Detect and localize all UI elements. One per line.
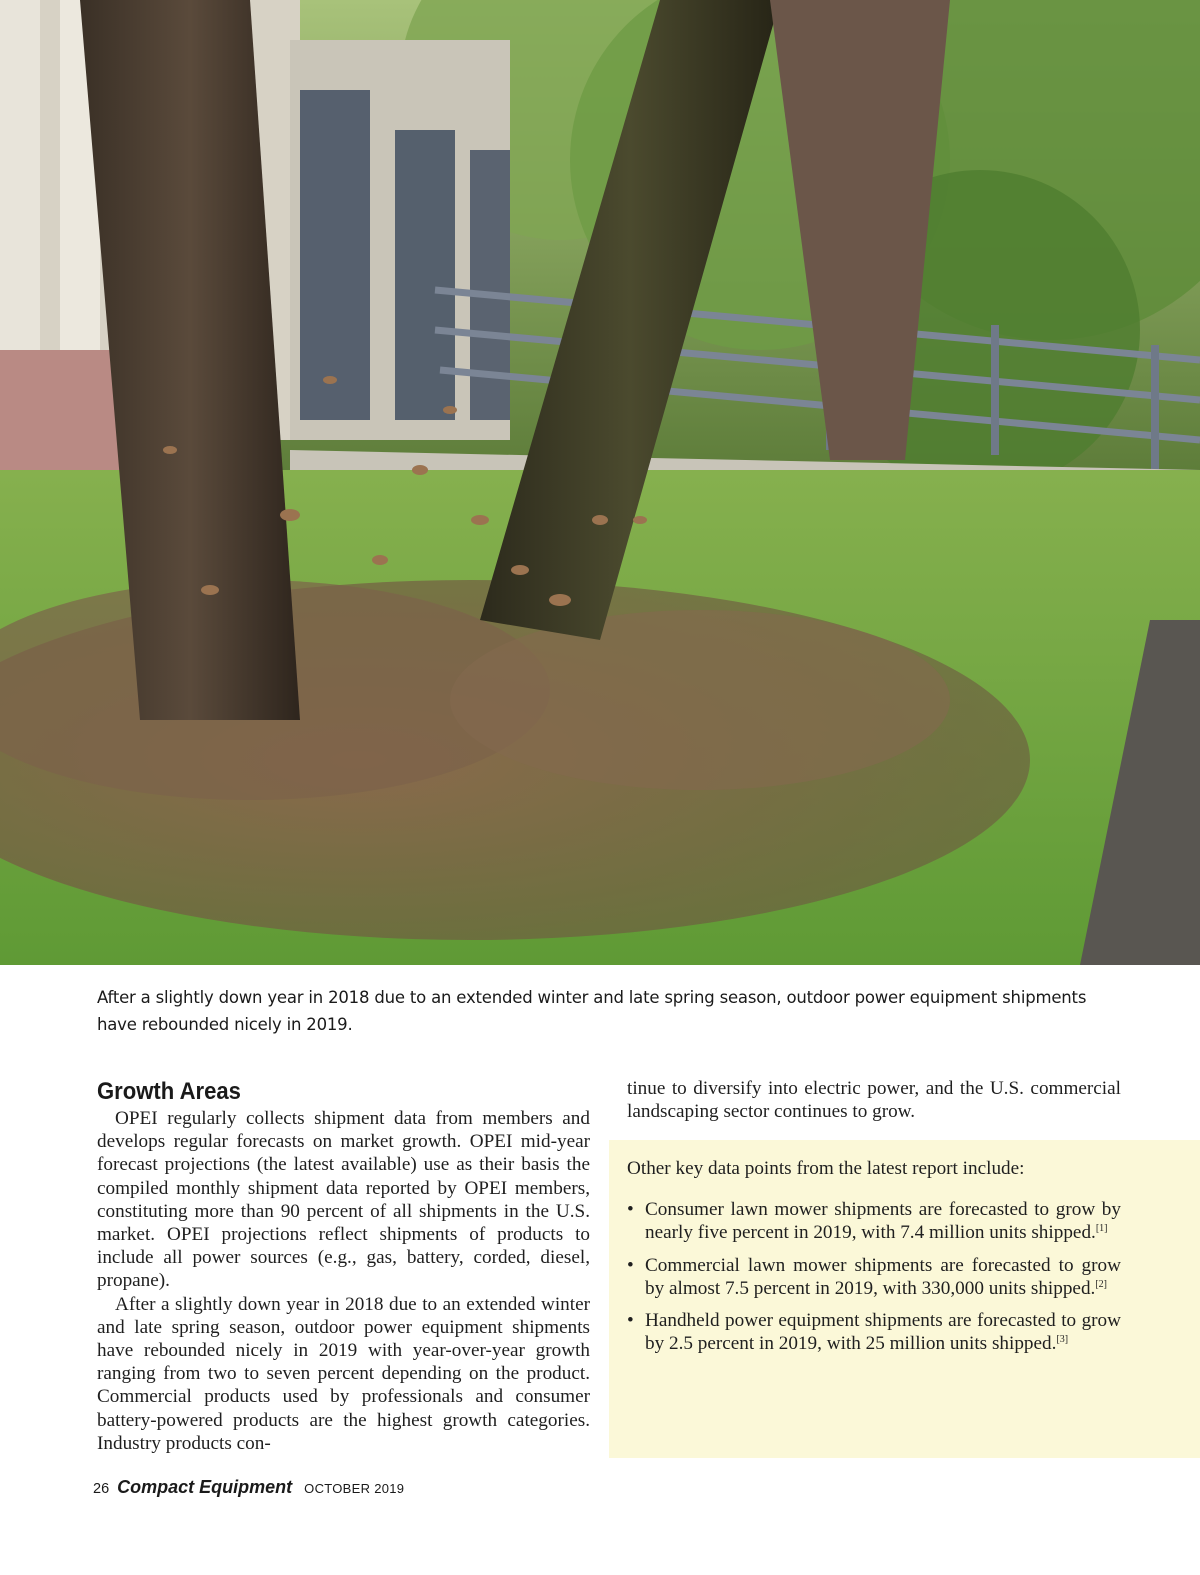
list-item-text: Consumer lawn mower shipments are forecasted to grow by nearly five percent in 2019, with 7.4 million units shipped.	[645, 1199, 1121, 1244]
list-item-text: Commercial lawn mower shipments are forecasted to grow by almost 7.5 percent in 2019, with 330,000 units shipped.	[645, 1254, 1121, 1299]
footnote-reference[interactable]: [1]	[1095, 1223, 1108, 1235]
page-footer	[93, 1477, 404, 1501]
photo-caption: After a slightly down year in 2018 due to an extended winter and late spring season, outdoor power equipment shipments have rebounded nicely in 2019.	[97, 988, 1087, 1034]
bullet-icon: •	[627, 1254, 634, 1276]
issue-date: OCTOBER 2019	[304, 1481, 405, 1496]
page-number: 26	[93, 1481, 110, 1497]
section-heading: Growth Areas	[97, 1078, 241, 1105]
list-item	[627, 1198, 1121, 1244]
bullet-icon: •	[627, 1310, 634, 1332]
article-left-column	[97, 1077, 590, 1455]
list-item	[627, 1309, 1121, 1355]
sidebar-intro: Other key data points from the latest report include:	[627, 1158, 1025, 1179]
key-data-list	[627, 1198, 1121, 1355]
article-paragraph-1: OPEI regularly collects shipment data from members and develops regular forecasts on market growth. OPEI mid-year forecast projections (the latest available) use as their basis the compiled monthly shipment data reported by OPEI members, constituting more than 90 percent of all shipments in the U.S. market. OPEI projections reflect shipments of products to include all power sources (e.g., gas, battery, corded, diesel, propane).	[97, 1108, 590, 1292]
key-data-sidebar	[609, 1140, 1200, 1458]
article-paragraph-2-continued: tinue to diversify into electric power, and the U.S. commercial landscaping sector continues to grow.	[627, 1078, 1121, 1123]
article-paragraph-2: After a slightly down year in 2018 due to an extended winter and late spring season, outdoor power equipment shipments have rebounded nicely in 2019 with year-over-year growth ranging from two to seven percent depending on the product. Commercial products used by professionals and consumer battery-powered products are the highest growth categories. Industry products con-	[97, 1293, 590, 1454]
list-item	[627, 1254, 1121, 1300]
footnote-reference[interactable]: [3]	[1056, 1334, 1069, 1346]
magazine-title: Compact Equipment	[117, 1477, 293, 1497]
article-right-column	[627, 1077, 1121, 1123]
footnote-reference[interactable]: [2]	[1095, 1278, 1108, 1290]
list-item-text: Handheld power equipment shipments are forecasted to grow by 2.5 percent in 2019, with 25 million units shipped.	[645, 1310, 1121, 1355]
bullet-icon: •	[627, 1199, 634, 1221]
